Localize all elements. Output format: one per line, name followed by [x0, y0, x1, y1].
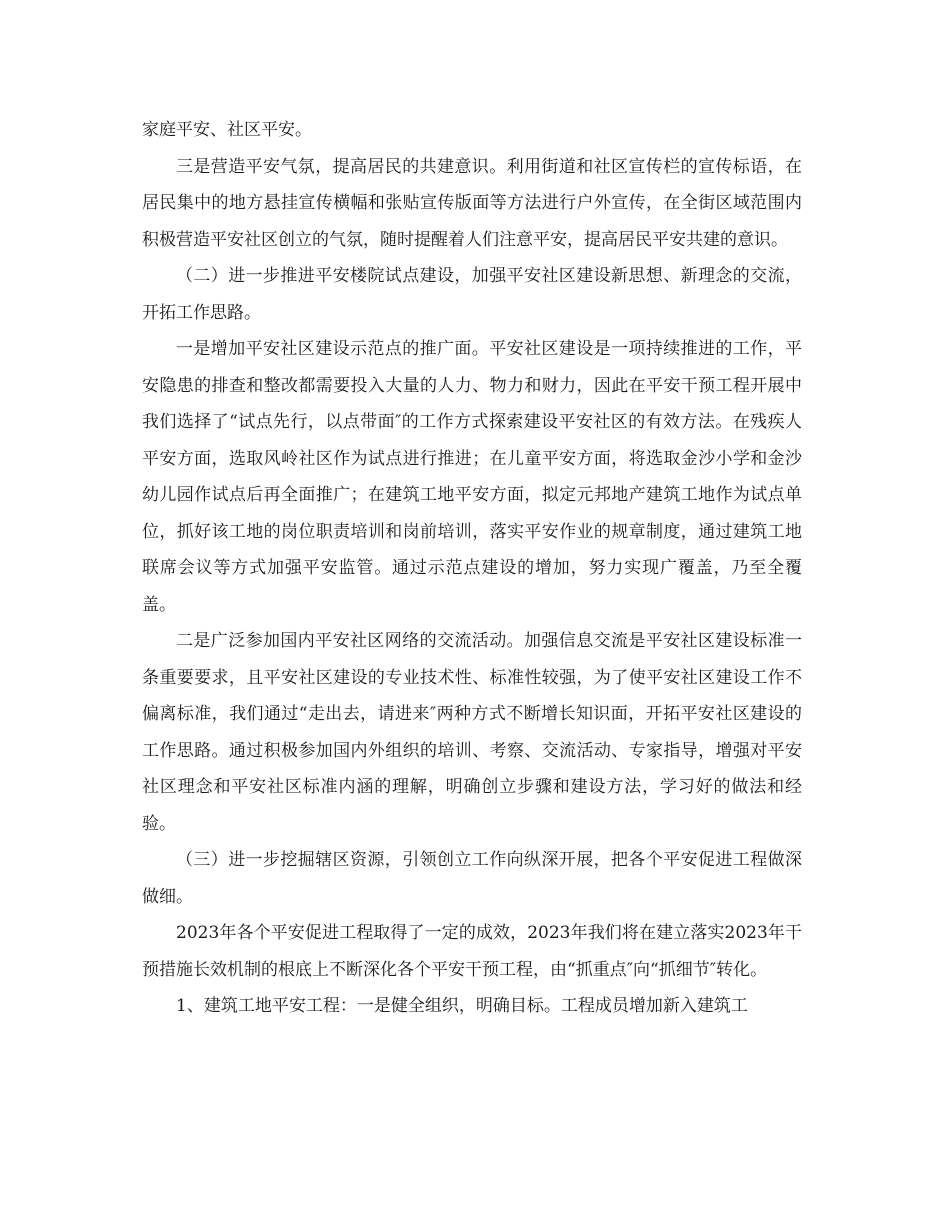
- section-heading-2: （二）进一步推进平安楼院试点建设，加强平安社区建设新思想、新理念的交流，开拓工作思路。: [142, 266, 802, 323]
- paragraph-continuation: 家庭平安、社区平安。: [142, 120, 312, 140]
- paragraph-2023-results: 2023年各个平安促进工程取得了一定的成效，2023年我们将在建立落实2023年干预措施长效机制的根底上不断深化各个平安干预工程，由“抓重点″向“抓细节″转化。: [142, 923, 802, 980]
- paragraph-pilot-points: 一是增加平安社区建设示范点的推广面。平安社区建设是一项持续推进的工作，平安隐患的排查和整改都需要投入大量的人力、物力和财力，因此在平安干预工程开展中我们选择了“试点先行，以点带面″的工作方式探索建设平安社区的有效方法。在残疾人平安方面，选取风岭社区作为试点进行推进；在儿童平安方面，将选取金沙小学和金沙幼儿园作试点后再全面推广；在建筑工地平安方面，拟定元邦地产建筑工地作为试点单位，抓好该工地的岗位职责培训和岗前培训，落实平安作业的规章制度，通过建筑工地联席会议等方式加强平安监管。通过示范点建设的增加，努力实现广覆盖，乃至全覆盖。: [142, 339, 802, 615]
- paragraph-network-exchange: 二是广泛参加国内平安社区网络的交流活动。加强信息交流是平安社区建设标准一条重要要求，且平安社区建设的专业技术性、标准性较强，为了使平安社区建设工作不偏离标准，我们通过“走出去，请进来″两种方式不断增长知识面，开拓平安社区建设的工作思路。通过积极参加国内外组织的培训、考察、交流活动、专家指导，增强对平安社区理念和平安社区标准内涵的理解，明确创立步骤和建设方法，学习好的做法和经验。: [142, 631, 802, 834]
- section-heading-3: （三）进一步挖掘辖区资源，引领创立工作向纵深开展，把各个平安促进工程做深做细。: [142, 850, 802, 907]
- paragraph-publicity: 三是营造平安气氛，提高居民的共建意识。利用街道和社区宣传栏的宣传标语，在居民集中的地方悬挂宣传横幅和张贴宣传版面等方法进行户外宣传，在全街区域范围内积极营造平安社区创立的气氛，随时提醒着人们注意平安，提高居民平安共建的意识。: [142, 156, 802, 250]
- document-page: [142, 112, 802, 1025]
- paragraph-construction-safety: 1、建筑工地平安工程：一是健全组织，明确目标。工程成员增加新入建筑工: [176, 996, 748, 1016]
